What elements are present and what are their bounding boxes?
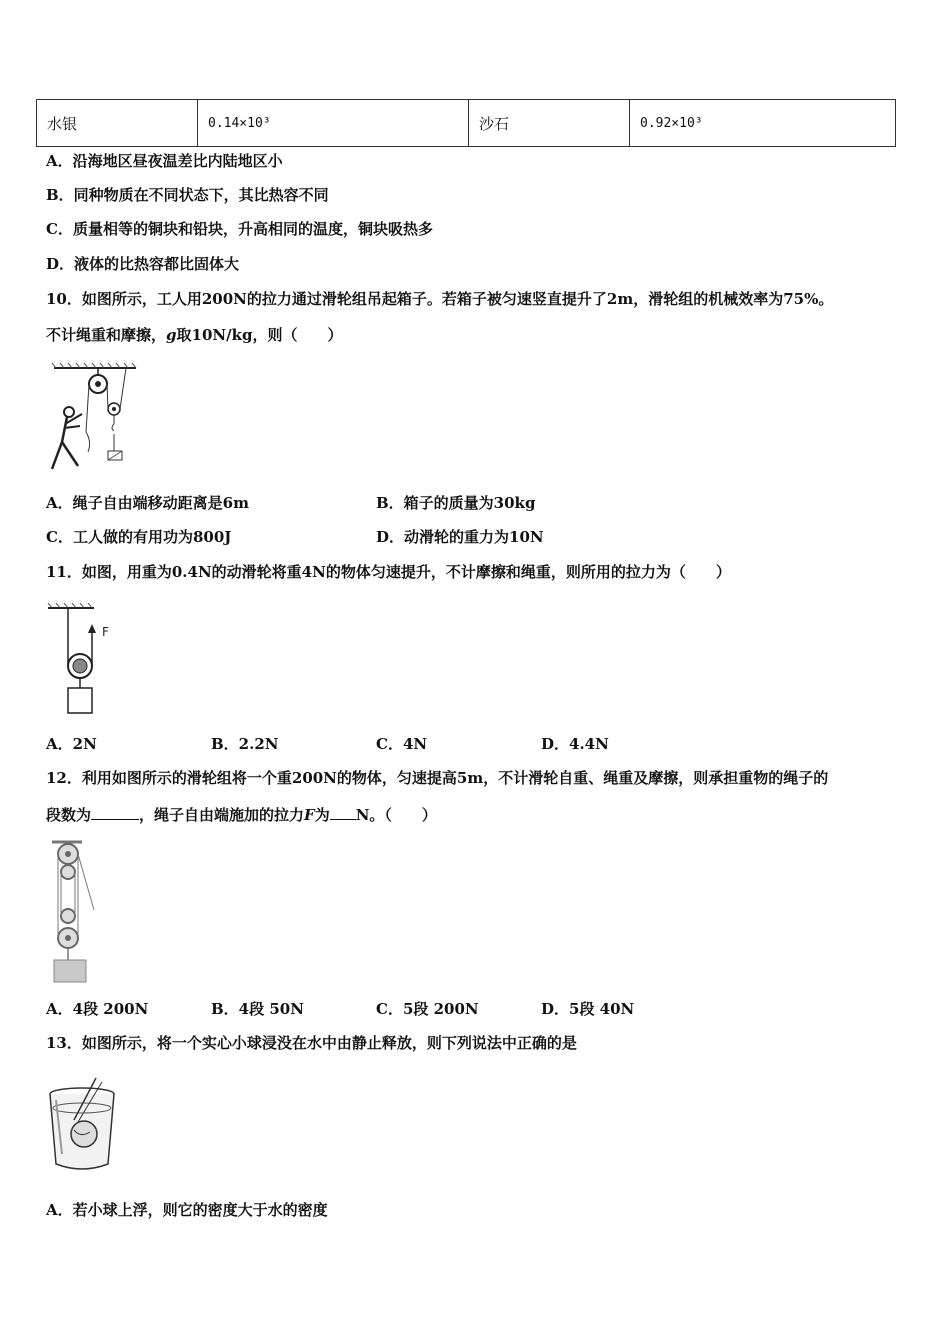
- q10-option-d: D．动滑轮的重力为10N: [376, 528, 544, 546]
- q11-option-c: C．4N: [376, 735, 428, 753]
- q12-stem-line1: 12．利用如图所示的滑轮组将一个重200N的物体，匀速提高5m，不计滑轮自重、绳重及摩擦，则承担重物的绳子的: [46, 769, 829, 787]
- q11-option-b: B．2.2N: [211, 735, 279, 753]
- table-row: [37, 100, 896, 147]
- q10-stem-line2: 不计绳重和摩擦，g取10N/kg，则（ ）: [46, 326, 343, 344]
- q11-stem: 11．如图，用重为0.4N的动滑轮将重4N的物体匀速提升，不计摩擦和绳重，则所用的拉力为（ ）: [46, 563, 731, 581]
- q10-stem-line1: 10．如图所示，工人用200N的拉力通过滑轮组吊起箱子。若箱子被匀速竖直提升了2m，滑轮组的机械效率为75%。: [46, 290, 834, 308]
- q9-option-b: B．同种物质在不同状态下，其比热容不同: [46, 186, 329, 204]
- q12-option-d: D．5段 40N: [541, 1000, 635, 1018]
- q13-option-a: A．若小球上浮，则它的密度大于水的密度: [46, 1201, 328, 1219]
- table-cell-mercury-value: 0.14×10³: [198, 100, 469, 147]
- q13-beaker-figure: [44, 1074, 124, 1176]
- q13-stem: 13．如图所示，将一个实心小球浸没在水中由静止释放，则下列说法中正确的是: [46, 1034, 577, 1052]
- table-cell-sand-value: 0.92×10³: [630, 100, 896, 147]
- force-f-label: F: [102, 625, 109, 639]
- q12-option-b: B．4段 50N: [211, 1000, 304, 1018]
- q9-option-a: A．沿海地区昼夜温差比内陆地区小: [46, 152, 283, 170]
- q9-option-d: D．液体的比热容都比固体大: [46, 255, 240, 273]
- q11-pulley-figure: [44, 600, 124, 718]
- table-cell-mercury: 水银: [37, 100, 198, 147]
- q10-option-b: B．箱子的质量为30kg: [376, 494, 536, 512]
- q9-option-c: C．质量相等的铜块和铅块，升高相同的温度，铜块吸热多: [46, 220, 433, 238]
- q11-option-a: A．2N: [46, 735, 97, 753]
- q12-stem-line2: 段数为 ，绳子自由端施加的拉力F为 N。（ ）: [46, 806, 437, 824]
- q12-pulley-figure: [44, 840, 104, 985]
- q10-pulley-figure: [44, 362, 144, 477]
- specific-heat-table: [36, 99, 896, 147]
- q12-option-c: C．5段 200N: [376, 1000, 479, 1018]
- q12-option-a: A．4段 200N: [46, 1000, 149, 1018]
- q11-option-d: D．4.4N: [541, 735, 609, 753]
- q10-option-c: C．工人做的有用功为800J: [46, 528, 232, 546]
- table-cell-sand: 沙石: [469, 100, 630, 147]
- q10-option-a: A．绳子自由端移动距离是6m: [46, 494, 249, 512]
